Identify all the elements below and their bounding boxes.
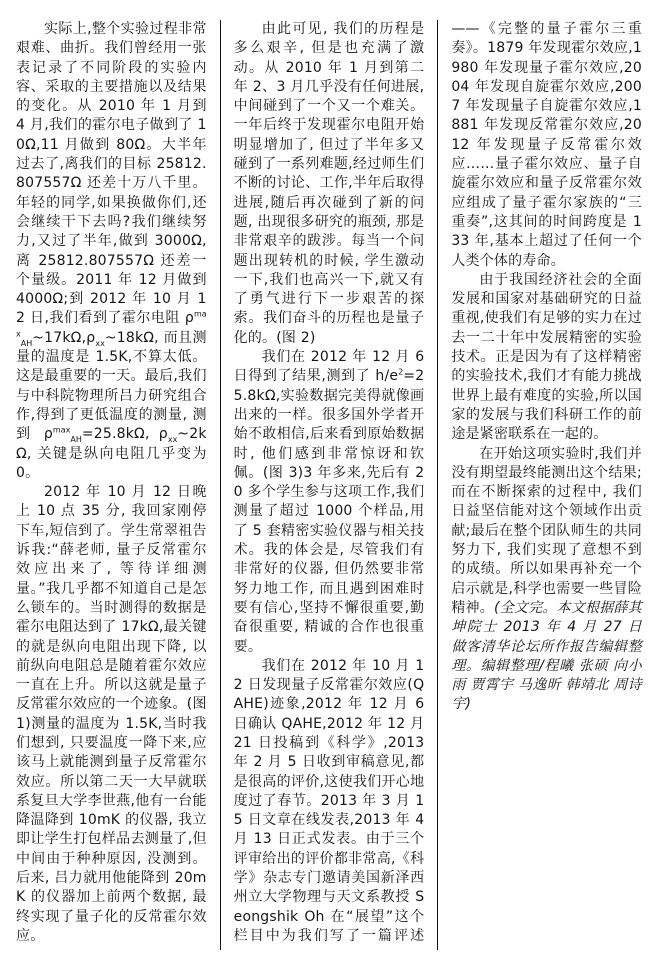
text-run: ~2kΩ, 关键是纵向电阻几乎变为 0。 [16,426,207,481]
text-run: 2 [398,367,404,377]
paragraph [451,271,642,445]
paragraph [234,348,425,657]
text-run: 在开始这项实验时,我们并没有期望最终能测出这个结果;而在不断探索的过程中, 我们日益坚信能对这个领域作出贡献;最后在整个团队师生的共同努力下, 我们实现了意想不到的成绩。所以如果再补充一个启示就是,科学也需要一些冒险精神。 [451,445,642,616]
text-run: =25.8kΩ,实验数据完美得就像画出来的一样。很多国外学者开始不敢相信,后来看到原始数据时, 他们感到非常惊讶和钦佩。(图 3)3 年多来,先后有 20 多个学生参与这项工作,我们测量了超过 1000 个样品,用了 5 套精密实验仪器与相关技术。我的体会是, 尽管我们有非常好的仪器, 但仍然要非常努力地工作, 而且遇到困难时要有信心,坚持不懈很重要,勤奋很重要, 精诚的合作也很重要。 [233,368,425,655]
text-run: ~17kΩ,ρ [32,329,96,346]
paragraph [16,483,207,946]
paragraph [16,20,207,483]
text-run: (全文完。本文根据薛其坤院士 2013 年 4 月 27 日做客清华论坛所作报告编辑整理。编辑整理/程曦 张硕 向小雨 贾霄宇 马逸昕 韩靖北 周诗宇) [451,599,642,713]
text-run: AH [20,338,33,348]
paragraph [234,20,425,348]
text-run: 由于我国经济社会的全面发展和国家对基础研究的日益重视,使我们有足够的实力在过去一二十年中发展精密的实验技术。正是因为有了这样精密的实验技术,我们才有能力挑战世界上最有难度的实验,所以国家的发展与我们科研工作的前途是紧密联系在一起的。 [451,271,642,443]
text-run: 我们在 2012 年 12 月 6 日得到了结果,测到了 h/e [233,349,425,385]
text-run: AH [70,435,82,445]
text-run: max [52,425,71,435]
text-run: xx [167,435,178,445]
text-run: =25.8kΩ, ρ [81,426,168,443]
text-run: 由此可见, 我们的历程是多么艰辛, 但是也充满了激动。从 2010 年 1 月到第二年 2、3 月几乎没有任何进展, 中间碰到了一个又一个难关。一年后终于发现霍尔电阻开始明显增加了, 但过了半年多又碰到了一系列难题,经过师生们不断的讨论、工作,半年后取得进展,随后再次碰到了新的问题, 出现很多研究的瓶颈, 那是非常艰辛的跋涉。每当一个问题出现转机的时候, 学生激动一下,我们也高兴一下,就又有了勇气进行下一步艰苦的探索。我们奋斗的历程也是量子化的。(图 2) [233,21,425,346]
paragraph [451,445,642,715]
text-run: 我们在 2012 年 10 月 12 日发现量子反常霍尔效应(QAHE)迹象,2012 年 12 月 6 日确认 QAHE,2012 年 12 月 21 日投稿到《科学》,2013 年 2 月 5 日收到审稿意见,都是很高的评价,这使我们开心地度过了春节。2013 年 3 月 15 日文章在线发表,2013 年 4 月 13 日正式发表。由于三个评审给出的评价都非常高,《科学》杂志专门邀请美国新泽西州立大学物理与天文系教授 Seongshik Oh 在“展望”这个栏目中为我们写了一篇评述——《完整的量子霍尔三重奏》。1879 年发现霍尔效应,1980 年发现量子霍尔效应,2004 年发现自旋霍尔效应,2007 年发现量子自旋霍尔效应,1881 年发现反常霍尔效应,2012 年发现量子反常霍尔效应……量子霍尔效应、量子自旋霍尔效应和量子反常霍尔效应组成了量子霍尔家族的“三重奏”,这其间的时间跨度是 133 年,基本上超过了任何一个人类个体的寿命。 [233,21,642,944]
article-columns [16,20,642,950]
text-run: ~18kΩ, 而且测量的温度是 1.5K,不算太低。这是最重要的一天。最后,我们与中科院物理所吕力研究组合作,得到了更低温度的测量, 测到 ρ [16,329,207,443]
text-run: max [16,309,207,339]
text-run: xx [95,338,105,348]
text-run: 实际上,整个实验过程非常艰难、曲折。我们曾经用一张表记录了不同阶段的实验内容、采取的主要措施以及结果的变化。从 2010 年 1 月到 4 月,我们的霍尔电子做到了 10Ω,11 月做到 80Ω。大半年过去了,离我们的目标 25812.807557Ω 还差十万八千里。年轻的同学,如果换做你们,还会继续干下去吗?我们继续努力,又过了半年,做到 3000Ω,离 25812.807557Ω 还差一个量级。2011 年 12 月做到4000Ω;到 2012 年 10 月 12 日,我们看到了霍尔电阻 ρ [16,21,207,327]
text-run: 2012 年 10 月 12 日晚上 10 点 35 分, 我回家刚停下车,短信到了。学生常翠祖告诉我:“薛老师, 量子反常霍尔效应出来了, 等待详细测量。”我几乎都不知道自己是怎么锁车的。当时测得的数据是霍尔电阻达到了 17kΩ,最关键的就是纵向电阻出现下降, 以前纵向电阻总是随着霍尔效应一直在上升。所以这就是量子反常霍尔效应的一个迹象。(图 1)测量的温度为 1.5K,当时我们想到, 只要温度一降下来,应该马上就能测到量子反常霍尔效应。所以第二天一大早就联系复旦大学李世燕,他有一台能降温降到 10mK 的仪器, 我立即让学生打包样品去测量了,但中间由于种种原因, 没测到。后来, 吕力就用他能降到 20mK 的仪器加上前两个数据, 最终实现了量子化的反常霍尔效应。 [16,484,207,944]
